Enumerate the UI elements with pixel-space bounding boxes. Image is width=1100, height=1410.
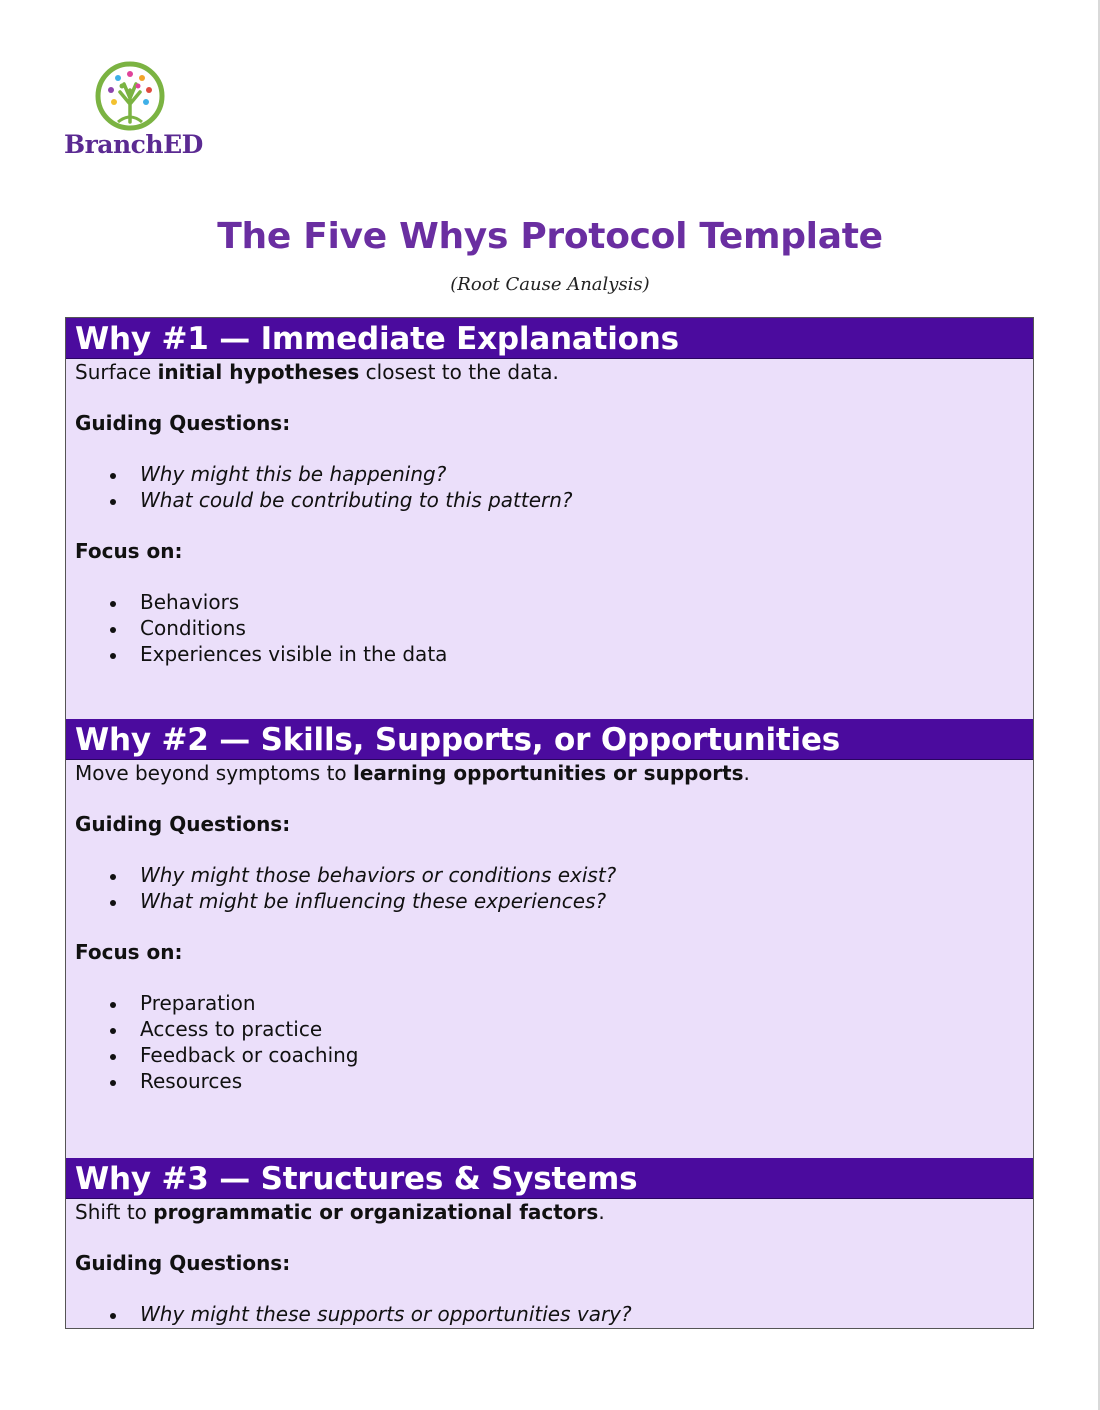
intro-text: Shift to	[75, 1200, 154, 1224]
section-why-2	[66, 719, 1033, 1158]
brand-logo	[62, 60, 212, 164]
list-item: Resources	[75, 1068, 1033, 1094]
guiding-questions-list	[75, 1301, 1033, 1327]
list-item: What might be influencing these experiences?	[75, 888, 1033, 914]
intro-text-end: .	[598, 1200, 605, 1224]
section-body	[66, 760, 1033, 1158]
list-item: Access to practice	[75, 1016, 1033, 1042]
list-item: Why might this be happening?	[75, 461, 1033, 487]
protocol-table	[65, 317, 1034, 1329]
list-item: What could be contributing to this pattern?	[75, 487, 1033, 513]
guiding-questions-label: Guiding Questions:	[75, 812, 291, 836]
document-title: The Five Whys Protocol Template	[217, 216, 883, 257]
document-subtitle: (Root Cause Analysis)	[450, 274, 650, 295]
list-item: Preparation	[75, 990, 1033, 1016]
focus-list	[75, 589, 1033, 667]
list-item: Conditions	[75, 615, 1033, 641]
list-item: Experiences visible in the data	[75, 641, 1033, 667]
focus-list	[75, 990, 1033, 1094]
section-heading: Why #3 — Structures & Systems	[66, 1158, 1033, 1199]
section-why-1	[66, 318, 1033, 719]
list-item: Why might those behaviors or conditions exist?	[75, 862, 1033, 888]
list-item: Behaviors	[75, 589, 1033, 615]
section-heading: Why #2 — Skills, Supports, or Opportunities	[66, 719, 1033, 760]
focus-label: Focus on:	[75, 940, 183, 964]
guiding-questions-list	[75, 862, 1033, 914]
intro-emphasis: initial hypotheses	[157, 360, 360, 384]
section-why-3	[66, 1158, 1033, 1327]
guiding-questions-list	[75, 461, 1033, 513]
section-intro	[75, 760, 1033, 786]
brand-name: BranchED	[64, 130, 203, 159]
section-intro	[75, 1199, 1033, 1225]
tree-logo-icon	[94, 60, 166, 132]
section-body	[66, 1199, 1033, 1327]
section-intro	[75, 359, 1033, 385]
intro-text-end: closest to the data.	[359, 360, 559, 384]
list-item: Feedback or coaching	[75, 1042, 1033, 1068]
list-item: Why might these supports or opportunities vary?	[75, 1301, 1033, 1327]
guiding-questions-label: Guiding Questions:	[75, 411, 291, 435]
intro-emphasis: learning opportunities or supports	[353, 761, 744, 785]
intro-emphasis: programmatic or organizational factors	[153, 1200, 599, 1224]
section-heading: Why #1 — Immediate Explanations	[66, 318, 1033, 359]
focus-label: Focus on:	[75, 539, 183, 563]
intro-text-end: .	[743, 761, 750, 785]
intro-text: Surface	[75, 360, 158, 384]
section-body	[66, 359, 1033, 719]
intro-text: Move beyond symptoms to	[75, 761, 353, 785]
guiding-questions-label: Guiding Questions:	[75, 1251, 291, 1275]
